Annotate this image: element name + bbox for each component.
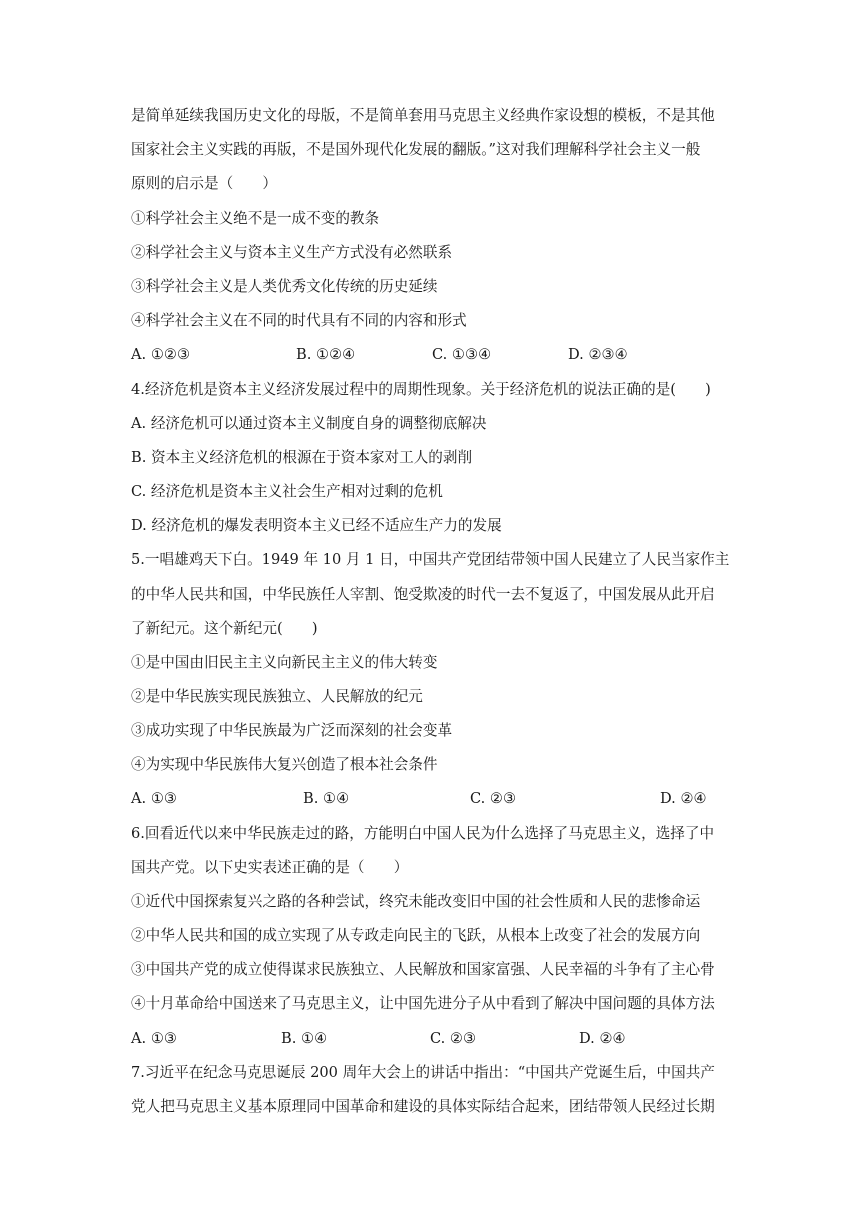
q3-option-d: D. ②③④ <box>568 346 628 363</box>
q3-statement-3: ③科学社会主义是人类优秀文化传统的历史延续 <box>131 278 438 295</box>
q5-stem-line: 的中华人民共和国，中华民族任人宰割、饱受欺凌的时代一去不复返了，中国发展从此开启 <box>131 586 715 603</box>
q7-stem-line: 党人把马克思主义基本原理同中国革命和建设的具体实际结合起来，团结带领人民经过长期 <box>131 1098 715 1115</box>
q5-statement-4: ④为实现中华民族伟大复兴创造了根本社会条件 <box>131 756 438 773</box>
q6-option-d: D. ②④ <box>579 1030 626 1047</box>
q5-stem-line: 5.一唱雄鸡天下白。1949 年 10 月 1 日，中国共产党团结带领中国人民建立了人民当家作主 <box>131 551 730 568</box>
q3-stem-line: 国家社会主义实践的再版，不是国外现代化发展的翻版。”这对我们理解科学社会主义一般 <box>131 141 701 158</box>
q6-stem-line: 6.回看近代以来中华民族走过的路，方能明白中国人民为什么选择了马克思主义，选择了中 <box>131 825 715 842</box>
q3-statement-2: ②科学社会主义与资本主义生产方式没有必然联系 <box>131 244 453 261</box>
q6-statement-4: ④十月革命给中国送来了马克思主义，让中国先进分子从中看到了解决中国问题的具体方法 <box>131 995 715 1012</box>
q5-option-a: A. ①③ <box>131 790 177 807</box>
q3-option-b: B. ①②④ <box>296 346 356 363</box>
q6-option-b: B. ①④ <box>281 1030 328 1047</box>
q4-option-a: A. 经济危机可以通过资本主义制度自身的调整彻底解决 <box>131 415 487 432</box>
q3-statement-4: ④科学社会主义在不同的时代具有不同的内容和形式 <box>131 312 467 329</box>
q4-option-b: B. 资本主义经济危机的根源在于资本家对工人的剥削 <box>131 449 473 466</box>
q7-stem-line: 7.习近平在纪念马克思诞辰 200 周年大会上的讲话中指出：“中国共产党诞生后，中国共产 <box>131 1064 715 1081</box>
q4-stem: 4.经济危机是资本主义经济发展过程中的周期性现象。关于经济危机的说法正确的是( ) <box>131 381 711 398</box>
q3-stem-line: 是简单延续我国历史文化的母版，不是简单套用马克思主义经典作家设想的模板，不是其他 <box>131 107 715 124</box>
q3-statement-1: ①科学社会主义绝不是一成不变的教条 <box>131 210 380 227</box>
q6-statement-1: ①近代中国探索复兴之路的各种尝试，终究未能改变旧中国的社会性质和人民的悲惨命运 <box>131 893 701 910</box>
q5-option-b: B. ①④ <box>303 790 350 807</box>
q3-option-c: C. ①③④ <box>432 346 492 363</box>
q3-option-a: A. ①②③ <box>131 346 191 363</box>
q4-option-d: D. 经济危机的爆发表明资本主义已经不适应生产力的发展 <box>131 517 502 534</box>
q5-stem-line: 了新纪元。这个新纪元( ) <box>131 620 318 637</box>
q5-statement-1: ①是中国由旧民主主义向新民主主义的伟大转变 <box>131 654 438 671</box>
q6-statement-3: ③中国共产党的成立使得谋求民族独立、人民解放和国家富强、人民幸福的斗争有了主心骨 <box>131 961 715 978</box>
q4-option-c: C. 经济危机是资本主义社会生产相对过剩的危机 <box>131 483 443 500</box>
q6-option-a: A. ①③ <box>131 1030 177 1047</box>
q3-stem-line: 原则的启示是（ ） <box>131 175 277 192</box>
q5-statement-3: ③成功实现了中华民族最为广泛而深刻的社会变革 <box>131 722 453 739</box>
q6-statement-2: ②中华人民共和国的成立实现了从专政走向民主的飞跃，从根本上改变了社会的发展方向 <box>131 927 701 944</box>
q5-statement-2: ②是中华民族实现民族独立、人民解放的纪元 <box>131 688 423 705</box>
q6-option-c: C. ②③ <box>430 1030 477 1047</box>
q5-option-d: D. ②④ <box>660 790 707 807</box>
q6-stem-line: 国共产党。以下史实表述正确的是（ ） <box>131 859 409 876</box>
q5-option-c: C. ②③ <box>470 790 517 807</box>
